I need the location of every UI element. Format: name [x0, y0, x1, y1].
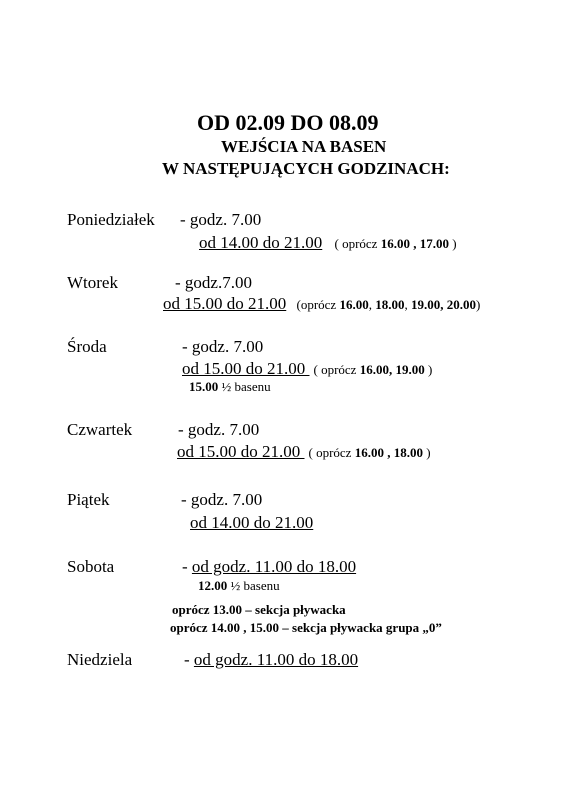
exception-separator: ,: [368, 297, 376, 312]
monday-exceptions: [335, 236, 457, 251]
thursday-afternoon-line: [177, 442, 431, 462]
exception-close: ): [424, 362, 433, 377]
dash: -: [182, 557, 192, 576]
exception-close: ): [475, 297, 481, 312]
exception-separator: ,: [404, 297, 411, 312]
friday-morning-hours: - godz. 7.00: [181, 490, 263, 509]
saturday-hours: od godz. 11.00 do 18.00: [191, 557, 357, 576]
exception-open: ( oprócz: [334, 236, 381, 251]
thursday-afternoon-hours: od 15.00 do 21.00: [177, 442, 305, 461]
page-subtitle-2: W NASTĘPUJĄCYCH GODZINACH:: [162, 159, 450, 178]
exception-hours: 16.00, 19.00: [359, 362, 425, 377]
exception-open: ( oprócz: [313, 362, 360, 377]
day-name-friday: Piątek: [67, 490, 110, 509]
wednesday-half-pool: [189, 379, 271, 395]
half-pool-time: 15.00: [189, 379, 219, 394]
half-pool-text: ½ basenu: [227, 578, 280, 593]
day-name-monday: Poniedziałek: [67, 210, 155, 229]
exception-close: ): [422, 445, 431, 460]
tuesday-exceptions: [297, 297, 481, 312]
dash: -: [184, 650, 194, 669]
wednesday-exceptions: [314, 362, 433, 377]
thursday-morning-hours: - godz. 7.00: [178, 420, 260, 439]
wednesday-morning-hours: - godz. 7.00: [182, 337, 264, 356]
monday-afternoon-line: [199, 233, 457, 253]
exception-hour: 18.00: [375, 297, 405, 312]
sunday-hours: od godz. 11.00 do 18.00: [193, 650, 359, 669]
page-title: OD 02.09 DO 08.09: [197, 110, 379, 135]
saturday-hours-line: [182, 557, 356, 577]
saturday-note-2: oprócz 14.00 , 15.00 – sekcja pływacka grupa „0”: [170, 620, 442, 635]
wednesday-afternoon-hours: od 15.00 do 21.00: [182, 359, 310, 378]
tuesday-morning-hours: - godz.7.00: [175, 273, 252, 292]
sunday-hours-line: [184, 650, 358, 670]
monday-morning-hours: - godz. 7.00: [180, 210, 262, 229]
day-name-thursday: Czwartek: [67, 420, 133, 439]
half-pool-text: ½ basenu: [218, 379, 271, 394]
wednesday-afternoon-line: [182, 359, 432, 379]
friday-afternoon-hours: od 14.00 do 21.00: [190, 513, 314, 532]
half-pool-time: 12.00: [198, 578, 228, 593]
exception-hours: 16.00 , 17.00: [380, 236, 449, 251]
page-subtitle: WEJŚCIA NA BASEN: [221, 137, 387, 156]
tuesday-afternoon-line: [163, 294, 480, 314]
thursday-exceptions: [309, 445, 431, 460]
exception-open: (oprócz: [296, 297, 340, 312]
exception-close: ): [448, 236, 457, 251]
exception-hour: 19.00, 20.00: [410, 297, 476, 312]
exception-open: ( oprócz: [308, 445, 355, 460]
monday-afternoon-hours: od 14.00 do 21.00: [199, 233, 323, 252]
day-name-sunday: Niedziela: [67, 650, 133, 669]
saturday-note-1: oprócz 13.00 – sekcja pływacka: [172, 602, 346, 617]
day-name-saturday: Sobota: [67, 557, 115, 576]
day-name-tuesday: Wtorek: [67, 273, 118, 292]
exception-hours: 16.00 , 18.00: [354, 445, 423, 460]
tuesday-afternoon-hours: od 15.00 do 21.00: [163, 294, 287, 313]
exception-hour: 16.00: [339, 297, 369, 312]
day-name-wednesday: Środa: [67, 337, 107, 356]
saturday-half-pool: [198, 578, 280, 594]
